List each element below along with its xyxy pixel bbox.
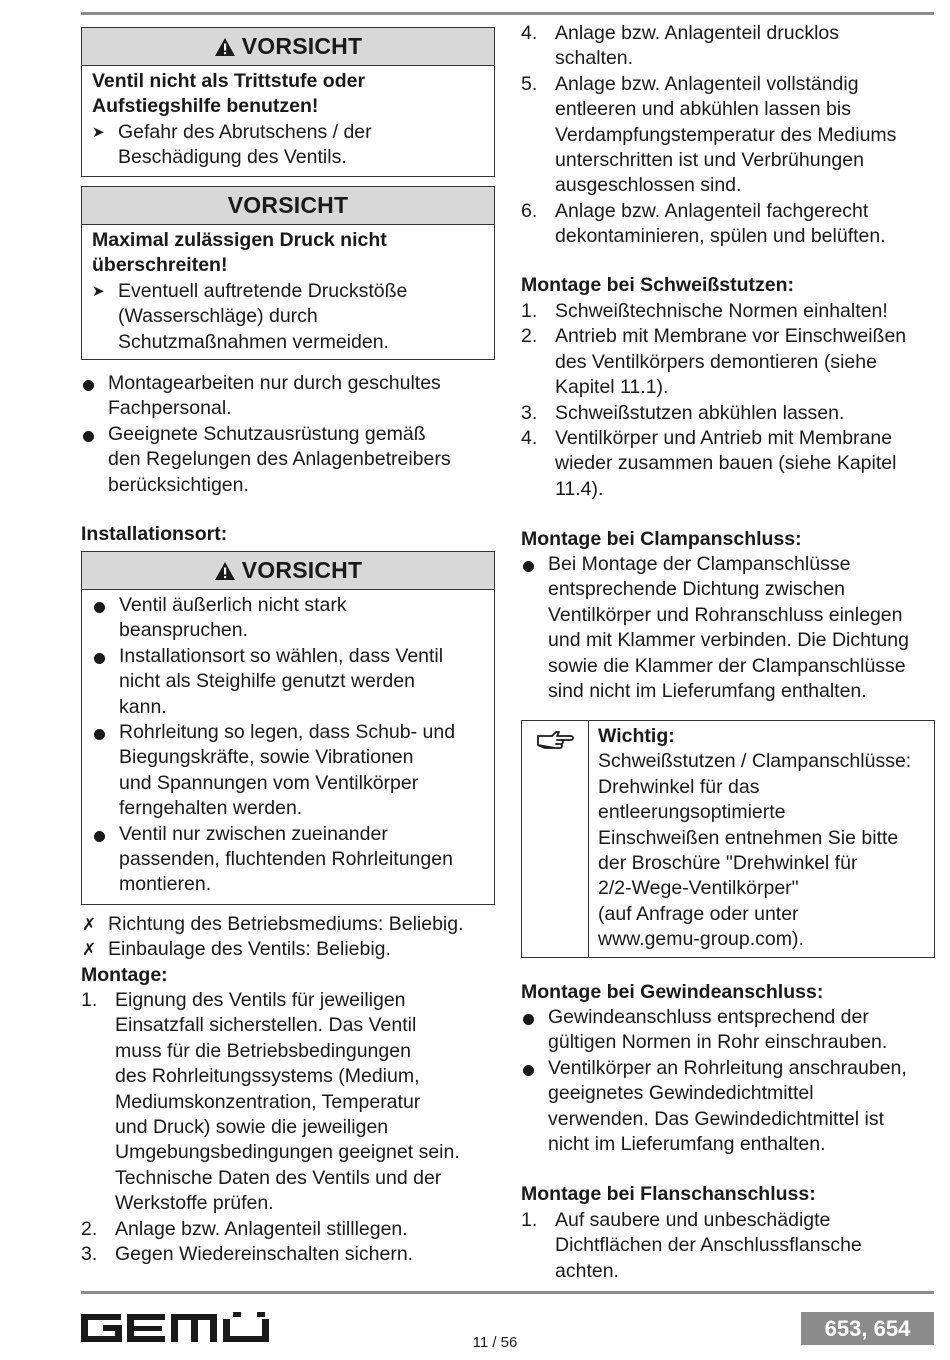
numbered-step [521,21,935,72]
step-number: 3. [81,1243,98,1266]
caution-header [82,28,494,66]
text-line: Einsatzfall sicherstellen. Das Ventil [115,1014,417,1037]
text-line: Anlage bzw. Anlagenteil drucklos [555,22,840,44]
text-line: Drehwinkel für das [598,775,760,798]
text-line: Einbaulage des Ventils: Beliebig. [108,938,391,961]
installation-heading: Installationsort: [81,523,228,545]
step-number: 6. [521,199,538,222]
text-line: Gegen Wiedereinschalten sichern. [115,1243,414,1266]
gemu-logo [81,1312,281,1344]
step-number: 2. [521,325,538,348]
text-line: Technische Daten des Ventils und der [115,1166,442,1189]
flansch-steps [521,1208,935,1284]
text-line: Ventil nur zwischen zueinander [119,822,388,845]
caution-arrow-item [92,279,486,355]
bullet-dot-icon [94,831,105,842]
text-line: und Spannungen vom Ventilkörper [119,771,419,794]
step-number: 4. [521,427,538,450]
bottom-rule [81,1291,934,1294]
text-line: Montagearbeiten nur durch geschultes [108,372,441,394]
numbered-step [521,199,935,250]
text-line: Geeignete Schutzausrüstung gemäß [108,422,426,445]
caution-header [82,552,494,590]
schweiss-heading: Montage bei Schweißstutzen: [521,274,795,296]
text-line: sowie die Klammer der Clampanschlüsse [548,654,906,677]
text-line: Ventil äußerlich nicht stark [119,594,347,616]
text-line: Mediumskonzentration, Temperatur [115,1090,421,1113]
text-line: geeignetes Gewindedichtmittel [548,1082,814,1105]
step-number: 5. [521,72,538,95]
numbered-step [521,72,935,199]
list-item [92,593,486,644]
text-line: und Druck) sowie die jeweiligen [115,1116,389,1139]
step-number: 2. [81,1217,98,1240]
cross-mark-icon: ✗ [82,940,97,960]
text-line: entleerungsoptimierte [598,801,786,824]
step-number: 1. [521,1209,538,1231]
text-line: gültigen Normen in Rohr einschrauben. [548,1031,888,1054]
text-line: achten. [555,1259,619,1282]
caution-title-line: Maximal zulässigen Druck nicht [92,229,387,251]
numbered-step [521,426,935,502]
caution-header-text: VORSICHT [241,556,363,583]
caution-header-text: VORSICHT [241,32,363,59]
text-line: Kapitel 11.1). [555,376,669,399]
numbered-step [81,1242,495,1267]
text-line: unterschritten ist und Verbrühungen [555,149,864,172]
text-line: schalten. [555,47,634,70]
numbered-step [521,299,935,324]
text-line: entleeren und abkühlen lassen bis [555,98,851,121]
text-line: den Regelungen des Anlagenbetreibers [108,448,451,471]
numbered-step [521,401,935,426]
warning-triangle-icon [214,37,236,57]
caution-box-installation [81,551,495,905]
arrow-bullet-icon: ➤ [92,282,105,300]
text-line: Schweißtechnische Normen einhalten! [555,300,888,322]
text-line: Gefahr des Abrutschens / der [118,120,372,143]
text-line: Ventilkörper an Rohrleitung anschrauben, [548,1056,907,1079]
bullet-dot-icon [94,653,105,664]
text-line: (Wasserschläge) durch [118,305,318,328]
clamp-bullets [521,552,935,704]
text-line: der Broschüre "Drehwinkel für [598,852,858,875]
text-line: Installationsort so wählen, dass Ventil [119,644,444,667]
text-line: Anlage bzw. Anlagenteil fachgerecht [555,199,869,222]
bullet-dot-icon [83,380,94,391]
caution-header-text: VORSICHT [227,191,349,218]
text-line: dekontaminieren, spülen und belüften. [555,225,886,248]
text-line: wieder zusammen bauen (siehe Kapitel [555,452,897,475]
text-line: Verdampfungstemperatur des Mediums [555,123,897,146]
numbered-step [521,324,935,400]
pointing-hand-icon [536,729,574,751]
bullet-dot-icon [83,431,94,442]
cross-list [81,912,495,988]
page-number: 11 / 56 [472,1334,518,1351]
arrow-bullet-icon: ➤ [92,123,105,141]
cross-mark-icon: ✗ [82,915,97,934]
text-line: verwenden. Das Gewindedichtmittel ist [548,1107,884,1130]
text-line: montieren. [119,873,212,896]
step-number: 1. [81,989,98,1011]
text-line: Ventilkörper und Antrieb mit Membrane [555,427,893,450]
text-line: Biegungskräfte, sowie Vibrationen [119,746,414,769]
text-line: Schweißstutzen / Clampanschlüsse: [598,750,912,773]
model-badge [801,1312,934,1345]
montage-heading: Montage: [81,963,168,986]
text-line: kann. [119,695,167,718]
text-line: berücksichtigen. [108,473,249,496]
caution-title-line: überschreiten! [92,254,228,277]
gewinde-bullets [521,1005,935,1157]
text-line: Eignung des Ventils für jeweiligen [115,989,406,1011]
text-line: Bei Montage der Clampanschlüsse [548,553,851,575]
top-rule [81,12,934,15]
text-line: entsprechende Dichtung zwischen [548,578,846,601]
gewinde-heading: Montage bei Gewindeanschluss: [521,981,824,1003]
important-title: Wichtig: [598,725,675,747]
text-line: Schutzmaßnahmen vermeiden. [118,330,389,353]
text-line: Beschädigung des Ventils. [118,146,347,169]
list-item [81,422,495,498]
list-item [81,937,495,962]
text-line: Eventuell auftretende Druckstöße [118,279,408,302]
bullet-dot-icon [94,729,105,740]
list-item [92,822,486,898]
text-line: Schweißstutzen abkühlen lassen. [555,401,845,424]
caution-arrow-item [92,120,486,171]
bullet-dot-icon [523,1014,534,1025]
text-line: Anlage bzw. Anlagenteil vollständig [555,72,859,95]
text-line: nicht im Lieferumfang enthalten. [548,1133,826,1156]
text-line: ausgeschlossen sind. [555,174,742,197]
text-line: und mit Klammer verbinden. Die Dichtung [548,629,909,652]
text-line: Anlage bzw. Anlagenteil stilllegen. [115,1217,408,1240]
text-line: (auf Anfrage oder unter [598,902,799,925]
text-line: Gewindeanschluss entsprechend der [548,1006,869,1028]
model-badge-text: 653, 654 [824,1315,911,1341]
text-line: passenden, fluchtenden Rohrleitungen [119,848,453,871]
text-line: Werkstoffe prüfen. [115,1192,274,1215]
caution-box-pressure [81,186,495,360]
clamp-heading: Montage bei Clampanschluss: [521,528,802,550]
text-line: nicht als Steighilfe genutzt werden [119,670,415,693]
montage-steps [81,988,495,1267]
caution-title-line: Aufstiegshilfe benutzen! [92,95,319,118]
caution-title-line: Ventil nicht als Trittstufe oder [92,70,366,92]
bullet-dot-icon [523,561,534,572]
text-line: Einschweißen entnehmen Sie bitte [598,826,899,849]
text-line: Umgebungsbedingungen geeignet sein. [115,1141,460,1164]
list-item [521,552,935,704]
step-number: 4. [521,22,538,44]
text-line: Ventilkörper und Rohranschluss einlegen [548,603,903,626]
text-line: Rohrleitung so legen, dass Schub- und [119,721,456,744]
bullet-dot-icon [523,1065,534,1076]
text-line: Antrieb mit Membrane vor Einschweißen [555,325,907,348]
text-line: 2/2-Wege-Ventilkörper" [598,877,799,900]
warning-triangle-icon [214,561,236,581]
list-item [521,1005,935,1056]
list-item [521,1056,935,1158]
flansch-heading: Montage bei Flanschanschluss: [521,1183,816,1205]
general-bullets [81,371,495,498]
list-item [81,371,495,422]
important-note-box [521,720,935,958]
text-line: Richtung des Betriebsmediums: Beliebig. [108,913,464,935]
numbered-step [81,1217,495,1242]
bullet-dot-icon [94,602,105,613]
caution-box-step [81,27,495,177]
text-line: Fachpersonal. [108,397,232,420]
pointing-hand-cell [522,721,589,957]
list-item [81,912,495,937]
text-line: ferngehalten werden. [119,797,303,820]
text-line: muss für die Betriebsbedingungen [115,1039,411,1062]
text-line: beanspruchen. [119,619,249,642]
montage-steps-continued [521,21,935,250]
step-number: 3. [521,401,538,424]
text-line: www.gemu-group.com). [598,928,804,951]
text-line: Auf saubere und unbeschädigte [555,1209,831,1231]
text-line: 11.4). [555,477,604,500]
caution-header [82,187,494,225]
text-line: des Ventilkörpers demontieren (siehe [555,350,877,373]
numbered-step [521,1208,935,1284]
text-line: des Rohrleitungssystems (Medium, [115,1065,420,1088]
numbered-step [81,988,495,1217]
list-item [92,644,486,720]
text-line: sind nicht im Lieferumfang enthalten. [548,680,867,703]
text-line: Dichtflächen der Anschlussflansche [555,1234,862,1257]
list-item [92,720,486,822]
schweiss-steps [521,299,935,502]
step-number: 1. [521,300,538,322]
